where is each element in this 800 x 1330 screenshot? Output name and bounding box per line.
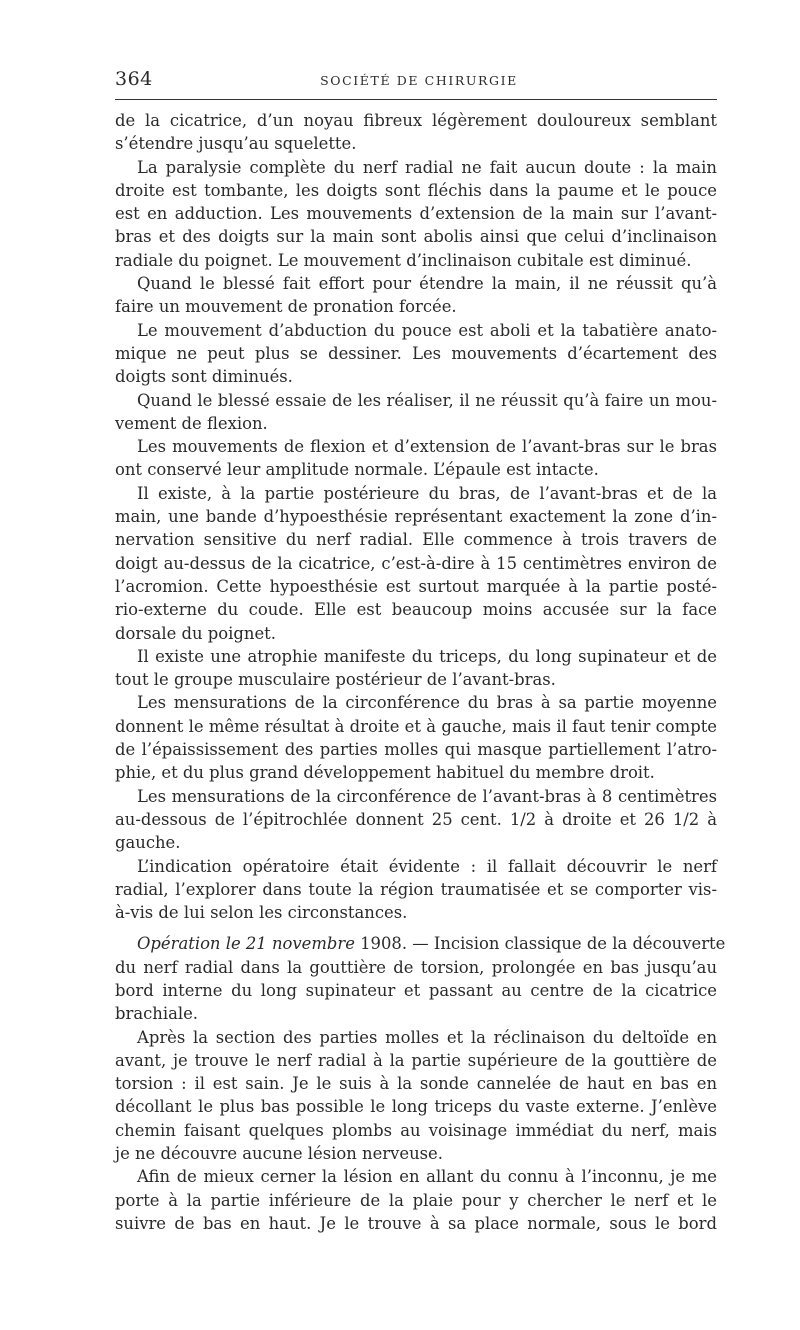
text-line: rio-externe du coude. Elle est beaucoup moins accusée sur la face [115,600,717,620]
text-line: torsion : il est sain. Je le suis à la sonde cannelée de haut en bas en [115,1074,717,1094]
text-line: porte à la partie inférieure de la plaie pour y chercher le nerf et le [115,1190,717,1210]
text-line: faire un mouvement de pronation forcée. [115,297,457,317]
text-line: droite est tombante, les doigts sont fléchis dans la paume et le pouce [115,180,717,200]
text-line: gauche. [115,833,181,853]
text-line: l’acromion. Cette hypoesthésie est surtout marquée à la partie posté- [115,576,717,596]
text-line: Il existe une atrophie manifeste du triceps, du long supinateur et de [137,646,717,666]
text-line: de la cicatrice, d’un noyau fibreux légèrement douloureux semblant [115,111,717,130]
text-line: nervation sensitive du nerf radial. Elle commence à trois travers de [115,530,717,550]
text-line: à-vis de lui selon les circonstances. [115,903,408,923]
text-line: brachiale. [115,1004,199,1024]
text-line: Afin de mieux cerner la lésion en allant du connu à l’inconnu, je me [137,1167,717,1187]
document-page [115,68,726,1235]
text-line: s’étendre jusqu’au squelette. [115,134,357,154]
running-head: SOCIÉTÉ DE CHIRURGIE [320,73,518,88]
text-line: La paralysie complète du nerf radial ne fait aucun doute : la main [137,157,717,177]
text-line: du nerf radial dans la gouttière de torsion, prolongée en bas jusqu’au [115,957,717,977]
text-line: Quand le blessé essaie de les réaliser, il ne réussit qu’à faire un mou- [137,390,717,410]
text-line: L’indication opératoire était évidente : il fallait découvrir le nerf [137,856,717,876]
text-line: tout le groupe musculaire postérieur de l’avant-bras. [115,670,556,690]
text-line: Après la section des parties molles et la réclinaison du deltoïde en [137,1027,717,1047]
text-line: au-dessous de l’épitrochlée donnent 25 cent. 1/2 à droite et 26 1/2 à [115,809,717,829]
text-line [115,932,726,955]
text-line: suivre de bas en haut. Je le trouve à sa place normale, sous le bord [115,1213,717,1233]
line-text: 1908. — Incision classique de la découverte [360,934,726,954]
text-line: chemin faisant quelques plombs au voisinage immédiat du nerf, mais [115,1120,717,1140]
text-line: main, une bande d’hypoesthésie représentant exactement la zone d’in- [115,507,717,527]
text-line: est en adduction. Les mouvements d’extension de la main sur l’avant- [115,204,717,224]
page-number: 364 [115,68,153,90]
text-line: décollant le plus bas possible le long triceps du vaste externe. J’enlève [115,1097,717,1117]
text-line: mique ne peut plus se dessiner. Les mouvements d’écartement des [115,343,717,363]
italic-text: 21 novembre [245,934,355,954]
header-rule [115,99,717,100]
text-line: Le mouvement d’abduction du pouce est aboli et la tabatière anato- [137,320,717,340]
text-line: Il existe, à la partie postérieure du bras, de l’avant-bras et de la [137,483,717,503]
text-line: phie, et du plus grand développement habituel du membre droit. [115,763,655,783]
italic-text: Opération le [137,934,241,954]
text-line: bord interne du long supinateur et passant au centre de la cicatrice [115,980,717,1000]
page-header [115,68,723,94]
text-line: donnent le même résultat à droite et à gauche, mais il faut tenir compte [115,716,717,736]
text-line: Les mensurations de la circonférence de l’avant-bras à 8 centimètres [137,786,717,806]
text-line: avant, je trouve le nerf radial à la partie supérieure de la gouttière de [115,1050,717,1070]
text-line: bras et des doigts sur la main sont abolis ainsi que celui d’inclinaison [115,227,717,247]
text-line: radial, l’explorer dans toute la région traumatisée et se comporter vis- [115,879,717,899]
text-line: de l’épaississement des parties molles qui masque partiellement l’atro- [115,740,717,760]
text-line: doigt au-dessus de la cicatrice, c’est-à-dire à 15 centimètres environ de [115,553,717,573]
text-line: radiale du poignet. Le mouvement d’inclinaison cubitale est diminué. [115,250,692,270]
body-text [115,109,726,1235]
text-line: Les mensurations de la circonférence du bras à sa partie moyenne [137,693,717,713]
text-line: je ne découvre aucune lésion nerveuse. [115,1144,443,1164]
text-line: Quand le blessé fait effort pour étendre la main, il ne réussit qu’à [137,274,717,294]
text-line: ont conservé leur amplitude normale. L’épaule est intacte. [115,460,599,480]
text-line: Les mouvements de flexion et d’extension de l’avant-bras sur le bras [137,437,717,457]
text-line: doigts sont diminués. [115,367,293,387]
text-line: vement de flexion. [115,413,268,433]
text-line: dorsale du poignet. [115,623,276,643]
